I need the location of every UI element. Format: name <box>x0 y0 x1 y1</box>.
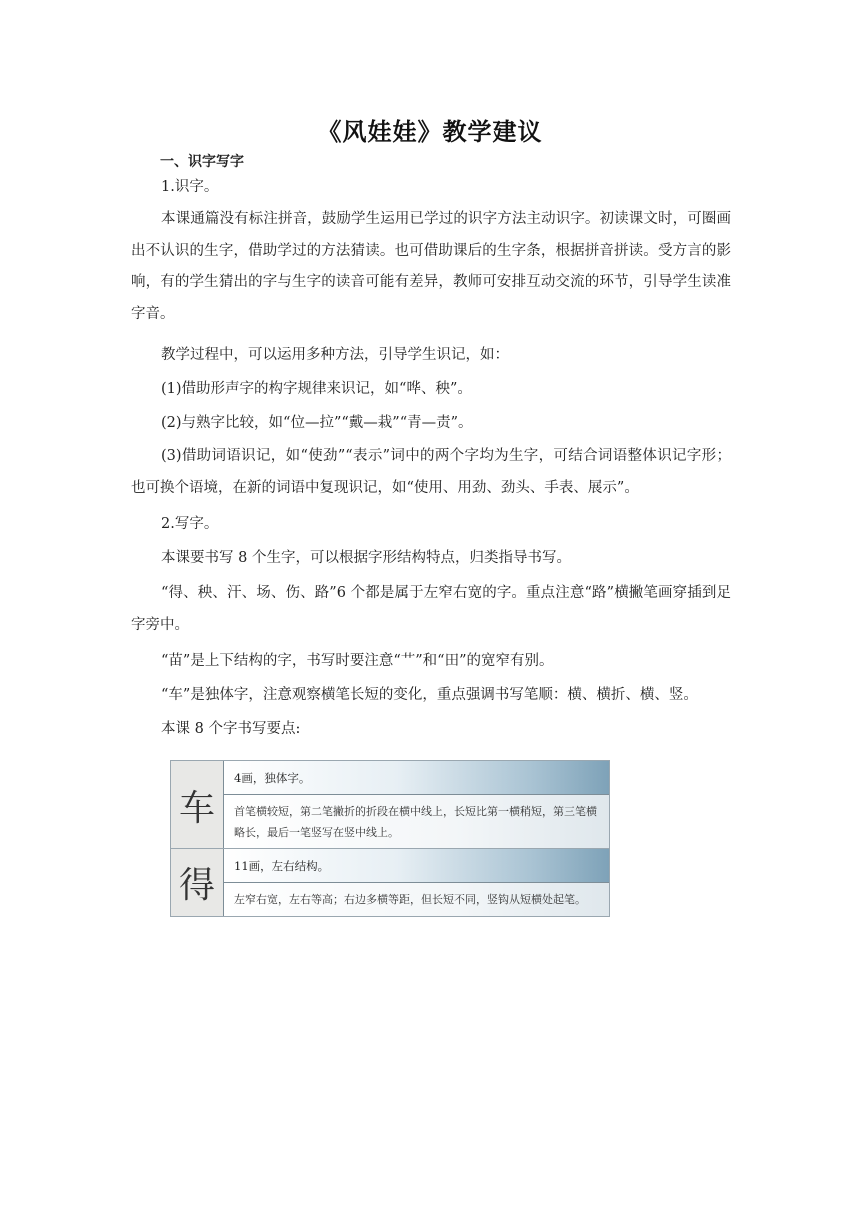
paragraph: (3)借助词语识记，如“使劲”“表示”词中的两个字均为生字，可结合词语整体识记字形；也可换个语境，在新的词语中复现识记，如“使用、用劲、劲头、手表、展示”。 <box>131 448 731 496</box>
char-guide-card <box>170 848 610 917</box>
paragraph: (1)借助形声字的构字规律来识记，如“哗、秧”。 <box>161 381 472 397</box>
paragraph: “苗”是上下结构的字，书写时要注意“艹”和“田”的宽窄有别。 <box>161 653 554 669</box>
char-writing-tip: 首笔横较短，第二笔撇折的折段在横中线上，长短比第一横稍短，第三笔横略长，最后一笔竖写在竖中线上。 <box>224 794 609 849</box>
char-guide-card <box>170 760 610 850</box>
paragraph: 2.写字。 <box>161 516 219 532</box>
char-stroke-info: 4画，独体字。 <box>224 761 609 794</box>
paragraph: (2)与熟字比较，如“位—拉”“戴—栽”“青—责”。 <box>161 415 473 431</box>
char-stroke-info: 11画，左右结构。 <box>224 849 609 882</box>
paragraph: 本课 8 个字书写要点: <box>161 721 301 737</box>
page-title: 《风娃娃》教学建议 <box>317 117 543 146</box>
section-heading: 一、识字写字 <box>160 154 244 170</box>
char-writing-tip: 左窄右宽，左右等高；右边多横等距，但长短不同，竖钩从短横处起笔。 <box>224 882 609 916</box>
paragraph: “车”是独体字，注意观察横笔长短的变化，重点强调书写笔顺：横、横折、横、竖。 <box>161 687 698 703</box>
paragraph: “得、秧、汗、场、伤、路”6 个都是属于左窄右宽的字。重点注意“路”横撇笔画穿插到足字旁中。 <box>131 585 731 633</box>
paragraph: 1.识字。 <box>161 179 219 195</box>
paragraph: 教学过程中，可以运用多种方法，引导学生识记，如： <box>161 347 509 363</box>
paragraph: 本课要书写 8 个生字，可以根据字形结构特点，归类指导书写。 <box>161 550 571 566</box>
char-glyph: 车 <box>171 761 224 849</box>
char-glyph: 得 <box>171 849 224 916</box>
paragraph: 本课通篇没有标注拼音，鼓励学生运用已学过的识字方法主动识字。初读课文时，可圈画出不认识的生字，借助学过的方法猜读。也可借助课后的生字条，根据拼音拼读。受方言的影响，有的学生猜出的字与生字的读音可能有差异，教师可安排互动交流的环节，引导学生读准字音。 <box>131 211 731 322</box>
